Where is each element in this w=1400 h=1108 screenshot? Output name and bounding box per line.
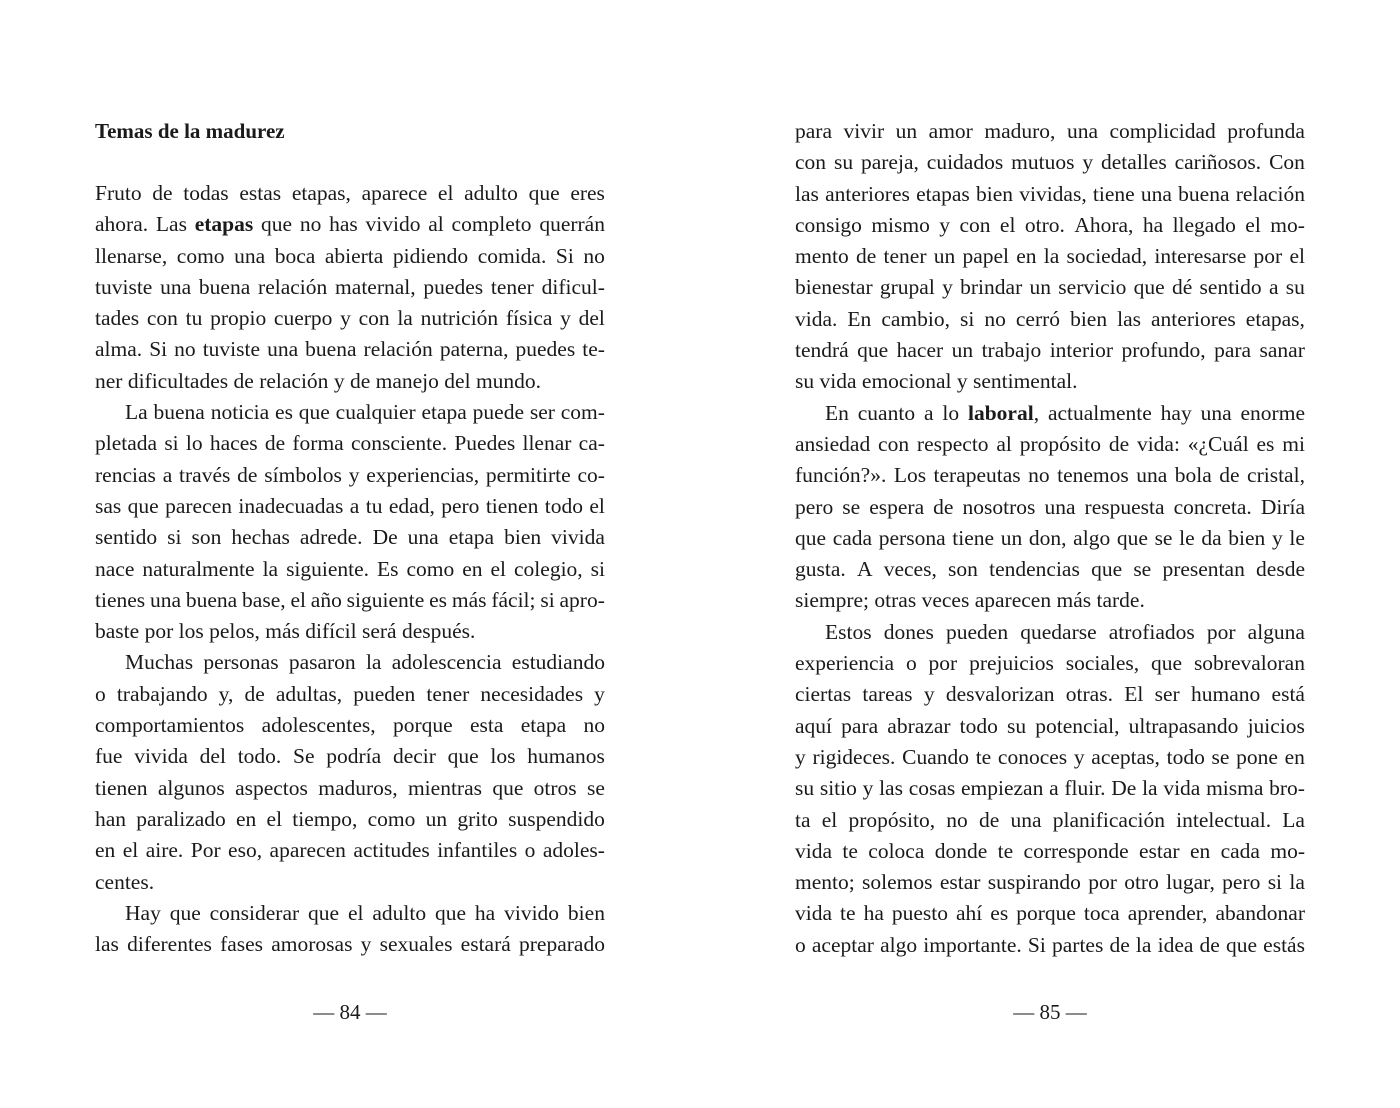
text-line: con su pareja, cuidados mutuos y detalles cariñosos. Con [795, 150, 1305, 175]
text-line: tendrá que hacer un trabajo interior profundo, para sanar [795, 338, 1305, 363]
text-line: gusta. A veces, son tendencias que se presentan desde [795, 557, 1305, 582]
text-line: función?». Los terapeutas no tenemos una bola de cristal, [795, 463, 1305, 488]
text-line: llenarse, como una boca abierta pidiendo comida. Si no [95, 243, 605, 268]
text-line: mento de tener un papel en la sociedad, interesarse por el [795, 244, 1305, 269]
text-line: Hay que considerar que el adulto que ha vivido bien [125, 900, 605, 925]
text-line: ansiedad con respecto al propósito de vida: «¿Cuál es mi [795, 431, 1305, 456]
text-line: sas que parecen inadecuadas a tu edad, pero tienen todo el [95, 493, 605, 518]
text-line: o aceptar algo importante. Si partes de la idea de que estás [795, 932, 1305, 957]
text-line: las diferentes fases amorosas y sexuales estará preparado [95, 932, 605, 957]
text-line: o trabajando y, de adultas, pueden tener necesidades y [95, 681, 605, 706]
text-line: Fruto de todas estas etapas, aparece el adulto que eres [95, 181, 605, 205]
text-line: comportamientos adolescentes, porque esta etapa no [95, 713, 605, 738]
text-line: bienestar grupal y brindar un servicio que dé sentido a su [795, 275, 1305, 300]
text-line: fue vivida del todo. Se podría decir que los humanos [95, 744, 605, 769]
text-line: su sitio y las cosas empiezan a fluir. De la vida misma bro- [795, 776, 1305, 801]
text-line: Estos dones pueden quedarse atrofiados por alguna [825, 619, 1305, 644]
text-line: Muchas personas pasaron la adolescencia estudiando [125, 650, 605, 675]
text-line: ahora. Las etapas que no has vivido al completo querrán [95, 212, 605, 237]
text-line: tienes una buena base, el año siguiente es más fácil; si apro- [95, 587, 605, 612]
text-line: vida te ha puesto ahí es porque toca aprender, abandonar [795, 901, 1305, 926]
text-line: su vida emocional y sentimental. [795, 369, 1078, 394]
right-page [700, 0, 1400, 1108]
text-line: nace naturalmente la siguiente. Es como en el colegio, si [95, 556, 605, 581]
text-line: consigo mismo y con el otro. Ahora, ha llegado el mo- [795, 212, 1305, 237]
text-line: centes. [95, 869, 155, 894]
text-line: sentido si son hechas adrede. De una etapa bien vivida [95, 525, 605, 550]
text-line: ciertas tareas y desvalorizan otras. El ser humano está [795, 682, 1305, 707]
text-line: ner dificultades de relación y de manejo del mundo. [95, 368, 542, 393]
text-line: para vivir un amor maduro, una complicidad profunda [795, 119, 1305, 143]
text-line: pletada si lo haces de forma consciente. Puedes llenar ca- [95, 431, 605, 456]
text-line: que cada persona tiene un don, algo que se le da bien y le [795, 525, 1305, 550]
text-line: han paralizado en el tiempo, como un grito suspendido [95, 806, 605, 831]
text-line: vida te coloca donde te corresponde estar en cada mo- [795, 838, 1305, 863]
text-line: rencias a través de símbolos y experiencias, permitirte co- [95, 462, 605, 487]
text-line: las anteriores etapas bien vividas, tiene una buena relación [795, 181, 1305, 206]
right-page-number: — 85 — [1013, 1000, 1087, 1024]
text-line: tuviste una buena relación maternal, puedes tener dificul- [95, 274, 605, 299]
text-line: La buena noticia es que cualquier etapa puede ser com- [125, 400, 605, 425]
text-line: ta el propósito, no de una planificación intelectual. La [795, 807, 1305, 832]
text-line: siempre; otras veces aparecen más tarde. [795, 588, 1145, 613]
left-page-number: — 84 — [313, 1000, 387, 1024]
text-line: alma. Si no tuviste una buena relación paterna, puedes te- [95, 337, 605, 362]
text-line: experiencia o por prejuicios sociales, que sobrevaloran [795, 651, 1305, 676]
text-line: vida. En cambio, si no cerró bien las anteriores etapas, [795, 306, 1305, 331]
text-line: baste por los pelos, más difícil será después. [95, 619, 476, 644]
text-line: En cuanto a lo laboral, actualmente hay una enorme [825, 400, 1305, 425]
text-line: mento; solemos estar suspirando por otro lugar, pero si la [795, 870, 1305, 895]
text-line: en el aire. Por eso, aparecen actitudes infantiles o adoles- [95, 838, 605, 863]
section-heading: Temas de la madurez [95, 119, 285, 143]
left-page-body-text [95, 178, 605, 960]
text-line: pero se espera de nosotros una respuesta concreta. Diría [795, 494, 1305, 519]
right-page-body-text [795, 116, 1305, 961]
text-line: tienen algunos aspectos maduros, mientras que otros se [95, 775, 605, 800]
text-line: tades con tu propio cuerpo y con la nutrición física y del [95, 306, 605, 331]
text-line: y rigideces. Cuando te conoces y aceptas, todo se pone en [795, 744, 1305, 769]
text-line: aquí para abrazar todo su potencial, ultrapasando juicios [795, 713, 1305, 738]
